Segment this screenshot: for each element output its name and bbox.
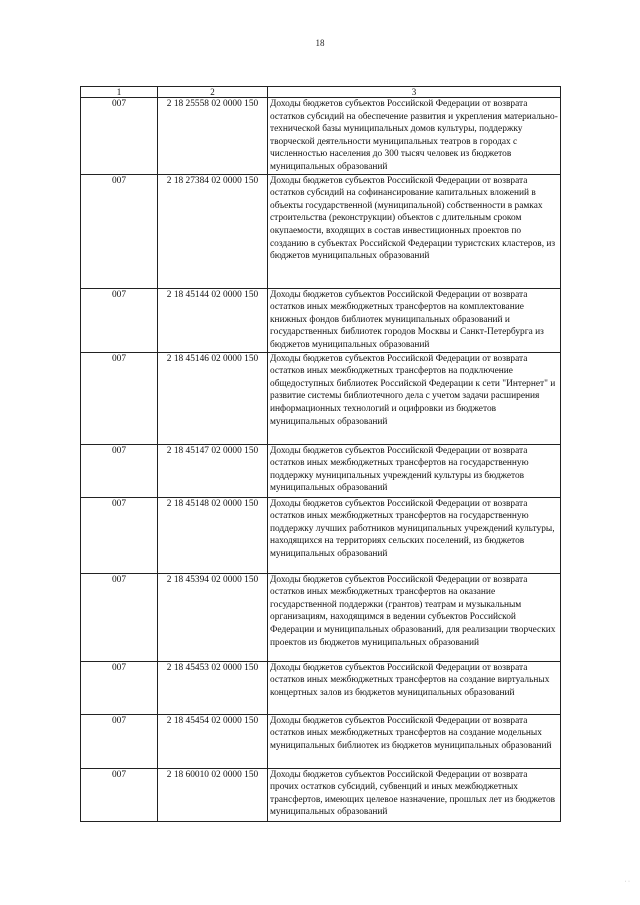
budget-code-cell: 2 18 45144 02 0000 150 xyxy=(158,288,268,352)
table-row xyxy=(81,352,561,444)
admin-code-cell: 007 xyxy=(81,573,158,661)
budget-code-cell: 2 18 45453 02 0000 150 xyxy=(158,661,268,714)
table-row xyxy=(81,288,561,352)
table-header-row xyxy=(81,87,561,98)
revenue-classification-table xyxy=(80,86,561,822)
column-header-2: 2 xyxy=(158,87,268,98)
description-cell: Доходы бюджетов субъектов Российской Федерации от возврата остатков иных межбюджетных трансфертов на комплектование книжных фондов библиотек муниципальных образований и государственных библиотек городов Москвы и Санкт-Петербурга из бюджетов муниципальных образований xyxy=(268,288,561,352)
budget-code-cell: 2 18 60010 02 0000 150 xyxy=(158,768,268,821)
column-header-3: 3 xyxy=(268,87,561,98)
table-row xyxy=(81,661,561,714)
description-cell: Доходы бюджетов субъектов Российской Федерации от возврата остатков субсидий на софинансирование капитальных вложений в объекты государственной (муниципальной) собственности в рамках строительства (реконструкции) объектов с длительным сроком окупаемости, входящих в состав инвестиционных проектов по созданию в субъектах Российской Федерации туристских кластеров, из бюджетов муниципальных образований xyxy=(268,174,561,288)
description-cell: Доходы бюджетов субъектов Российской Федерации от возврата прочих остатков субсидий, субвенций и иных межбюджетных трансфертов, имеющих целевое назначение, прошлых лет из бюджетов муниципальных образований xyxy=(268,768,561,821)
admin-code-cell: 007 xyxy=(81,714,158,768)
column-header-1: 1 xyxy=(81,87,158,98)
admin-code-cell: 007 xyxy=(81,174,158,288)
description-cell: Доходы бюджетов субъектов Российской Федерации от возврата остатков иных межбюджетных трансфертов на создание модельных муниципальных библиотек из бюджетов муниципальных образований xyxy=(268,714,561,768)
table-row xyxy=(81,768,561,821)
budget-code-cell: 2 18 45146 02 0000 150 xyxy=(158,352,268,444)
budget-code-cell: 2 18 45147 02 0000 150 xyxy=(158,444,268,497)
table-row xyxy=(81,174,561,288)
page-number: 18 xyxy=(315,38,325,48)
table-row xyxy=(81,714,561,768)
budget-code-cell: 2 18 45394 02 0000 150 xyxy=(158,573,268,661)
scan-edge-mark: · · xyxy=(624,879,630,885)
admin-code-cell: 007 xyxy=(81,661,158,714)
description-cell: Доходы бюджетов субъектов Российской Федерации от возврата остатков субсидий на обеспечение развития и укрепления материально-технической базы муниципальных домов культуры, поддержку творческой деятельности муниципальных театров в городах с численностью населения до 300 тысяч человек из бюджетов муниципальных образований xyxy=(268,98,561,175)
description-cell: Доходы бюджетов субъектов Российской Федерации от возврата остатков иных межбюджетных трансфертов на государственную поддержку лучших работников муниципальных учреждений культуры, находящихся на территориях сельских поселений, из бюджетов муниципальных образований xyxy=(268,497,561,573)
table-row xyxy=(81,444,561,497)
description-cell: Доходы бюджетов субъектов Российской Федерации от возврата остатков иных межбюджетных трансфертов на подключение общедоступных библиотек Российской Федерации к сети "Интернет" и развитие системы библиотечного дела с учетом задачи расширения информационных технологий и оцифровки из бюджетов муниципальных образований xyxy=(268,352,561,444)
table-row xyxy=(81,497,561,573)
description-cell: Доходы бюджетов субъектов Российской Федерации от возврата остатков иных межбюджетных трансфертов на создание виртуальных концертных залов из бюджетов муниципальных образований xyxy=(268,661,561,714)
budget-code-cell: 2 18 45148 02 0000 150 xyxy=(158,497,268,573)
budget-code-cell: 2 18 25558 02 0000 150 xyxy=(158,98,268,175)
budget-code-cell: 2 18 45454 02 0000 150 xyxy=(158,714,268,768)
admin-code-cell: 007 xyxy=(81,497,158,573)
admin-code-cell: 007 xyxy=(81,98,158,175)
description-cell: Доходы бюджетов субъектов Российской Федерации от возврата остатков иных межбюджетных трансфертов на государственную поддержку муниципальных учреждений культуры из бюджетов муниципальных образований xyxy=(268,444,561,497)
admin-code-cell: 007 xyxy=(81,768,158,821)
admin-code-cell: 007 xyxy=(81,288,158,352)
description-cell: Доходы бюджетов субъектов Российской Федерации от возврата остатков иных межбюджетных трансфертов на оказание государственной поддержки (грантов) театрам и музыкальным организациям, находящимся в ведении субъектов Российской Федерации и муниципальных образований, для реализации творческих проектов из бюджетов муниципальных образований xyxy=(268,573,561,661)
admin-code-cell: 007 xyxy=(81,352,158,444)
admin-code-cell: 007 xyxy=(81,444,158,497)
table-row xyxy=(81,573,561,661)
table-row xyxy=(81,98,561,175)
budget-code-cell: 2 18 27384 02 0000 150 xyxy=(158,174,268,288)
